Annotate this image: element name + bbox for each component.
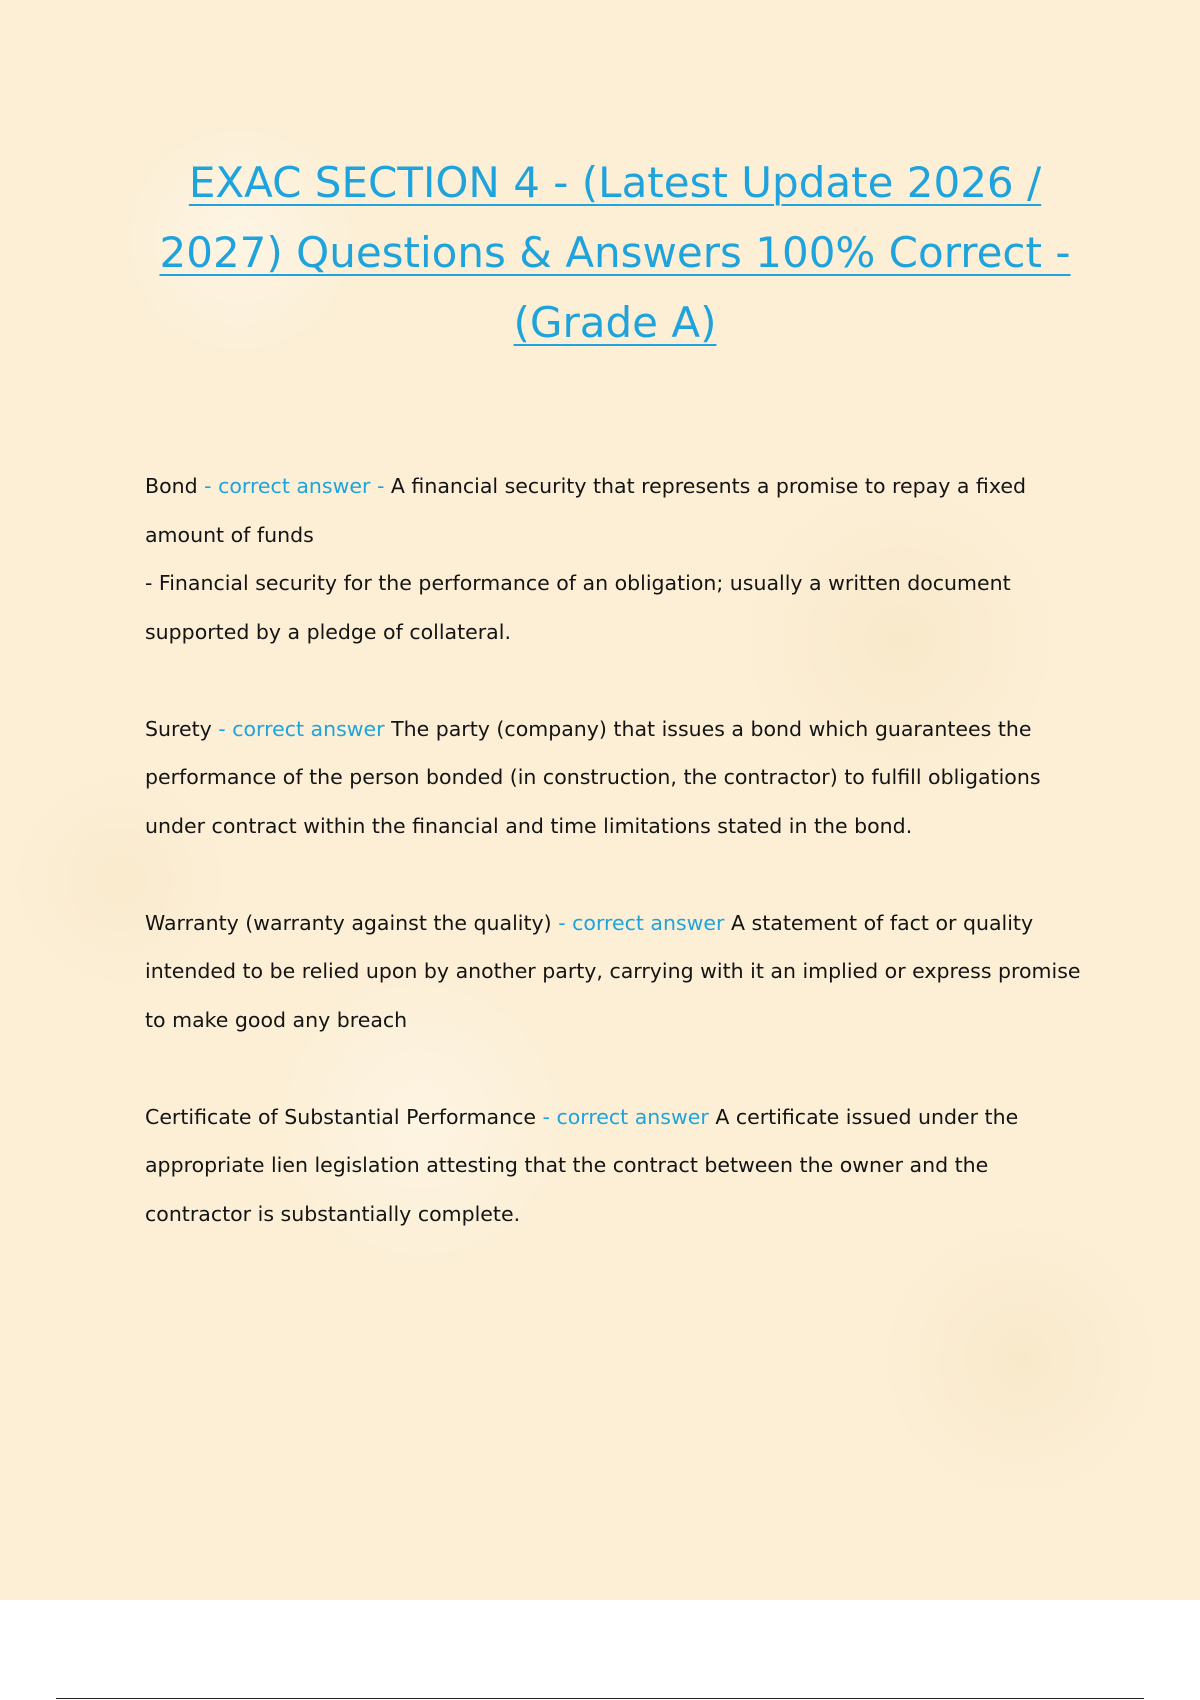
- term: Certificate of Substantial Performance: [145, 1104, 536, 1129]
- qa-list: [145, 462, 1100, 1287]
- definition: A statement of fact or quality intended to be relied upon by another party, carrying with it an implied or express promise to make good any breach: [145, 910, 1081, 1032]
- definition-secondary: - Financial security for the performance of an obligation; usually a written document supported by a pledge of collateral.: [145, 571, 1011, 644]
- answer-label: - correct answer: [558, 910, 725, 935]
- answer-label: - correct answer: [542, 1104, 709, 1129]
- qa-entry-surety: [145, 705, 1100, 851]
- definition: The party (company) that issues a bond which guarantees the performance of the person bonded (in construction, the contractor) to fulfill obligations under contract within the financial and time limitations stated in the bond.: [145, 716, 1041, 838]
- answer-label: - correct answer: [218, 716, 385, 741]
- answer-label: - correct answer -: [204, 474, 385, 498]
- term: Warranty (warranty against the quality): [145, 910, 552, 935]
- definition: A financial security that represents a promise to repay a fixed amount of funds: [145, 474, 1026, 547]
- definition: A certificate issued under the appropriate lien legislation attesting that the contract between the owner and the contractor is substantially complete.: [145, 1104, 1019, 1226]
- qa-entry-certificate: [145, 1093, 1100, 1239]
- qa-entry-warranty: [145, 899, 1100, 1045]
- term: Surety: [145, 716, 212, 741]
- footer-divider: [56, 1698, 1144, 1699]
- document-title: EXAC SECTION 4 - (Latest Update 2026 / 2027) Questions & Answers 100% Correct - (Grade A): [159, 158, 1071, 347]
- qa-entry-bond: [145, 462, 1100, 656]
- term: Bond: [145, 474, 198, 498]
